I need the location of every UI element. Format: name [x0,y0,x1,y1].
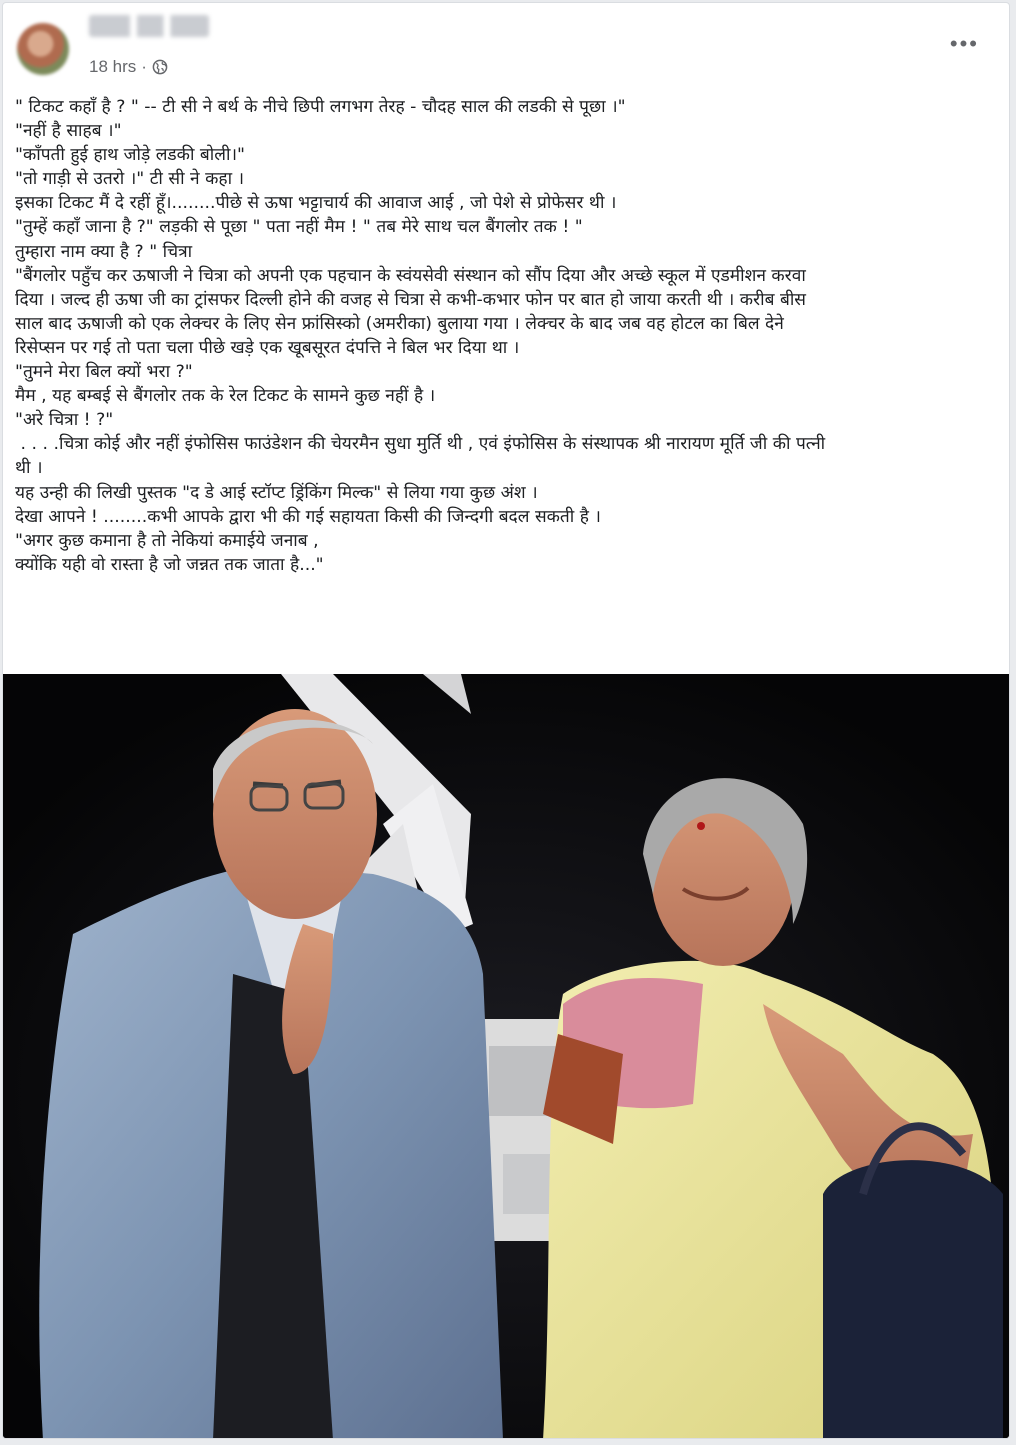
post-text-line: थी । [15,458,43,479]
post-body [15,95,995,577]
post-meta [89,57,168,77]
photo-image [3,674,1010,1439]
post-text-line: "अरे चित्रा ! ?" [15,410,114,431]
post-text-line: दिया । जल्द ही ऊषा जी का ट्रांसफर दिल्ली होने की वजह से चित्रा से कभी-कभार फोन पर बात हो जाया करती थी । करीब बीस [15,289,806,310]
post-text-line: क्योंकि यही वो रास्ता है जो जन्नत तक जाता है..." [15,554,324,575]
author-name-redacted[interactable] [89,15,209,37]
post-photo[interactable] [3,674,1010,1439]
post-text-line: रिसेप्सन पर गई तो पता चला पीछे खड़े एक खूबसूरत दंपत्ति ने बिल भर दिया था । [15,337,520,358]
post-header [3,3,1009,89]
more-horizontal-icon[interactable]: ••• [949,31,979,56]
post-card [2,2,1010,1439]
meta-separator: · [141,57,147,76]
post-text-line: तुम्हारा नाम क्या है ? " चित्रा [15,241,193,262]
post-text-line: " टिकट कहाँ है ? " -- टी सी ने बर्थ के नीचे छिपी लगभग तेरह - चौदह साल की लडकी से पूछा ।" [15,97,626,117]
author-avatar[interactable] [17,23,69,75]
post-text-line: "तो गाड़ी से उतरो ।" टी सी ने कहा । [15,169,245,190]
globe-icon [152,59,168,75]
post-text-line: यह उन्ही की लिखी पुस्तक "द डे आई स्टॉप्ट ड्रिंकिंग मिल्क" से लिया गया कुछ अंश । [15,482,538,503]
post-text-line: इसका टिकट मैं दे रहीं हूँ।........पीछे से ऊषा भट्टाचार्य की आवाज आई , जो पेशे से प्रोफेसर थी । [15,193,617,214]
post-text-line: साल बाद ऊषाजी को एक लेक्चर के लिए सेन फ्रांसिस्को (अमरीका) बुलाया गया । लेक्चर के बाद जब वह होटल का बिल देने [15,313,784,334]
post-text-line: . . . .चित्रा कोई और नहीं इंफोसिस फाउंडेशन की चेयरमैन सुधा मुर्ति थी , एवं इंफोसिस के संस्थापक श्री नारायण मूर्ति जी की पत्नी [15,434,826,455]
post-text-line: मैम , यह बम्बई से बैंगलोर तक के रेल टिकट के सामने कुछ नहीं है । [15,386,436,407]
post-text-line: "बैंगलोर पहुँच कर ऊषाजी ने चित्रा को अपनी एक पहचान के स्वंयसेवी संस्थान को सौंप दिया और अच्छे स्कूल में एडमीशन करवा [15,265,806,286]
post-text-line: "काँपती हुई हाथ जोड़े लडकी बोली।" [15,145,245,166]
post-text-line: "नहीं है साहब ।" [15,121,122,142]
post-timestamp[interactable]: 18 hrs [89,57,137,76]
post-text-line: "तुमने मेरा बिल क्यों भरा ?" [15,362,193,383]
post-text-line: देखा आपने ! ........कभी आपके द्वारा भी की गई सहायता किसी की जिन्दगी बदल सकती है । [15,506,601,527]
post-text-line: "तुम्हें कहाँ जाना है ?" लड़की से पूछा " पता नहीं मैम ! " तब मेरे साथ चल बैंगलोर तक ! " [15,217,583,238]
post-text-line: "अगर कुछ कमाना है तो नेकियां कमाईये जनाब , [15,530,319,551]
